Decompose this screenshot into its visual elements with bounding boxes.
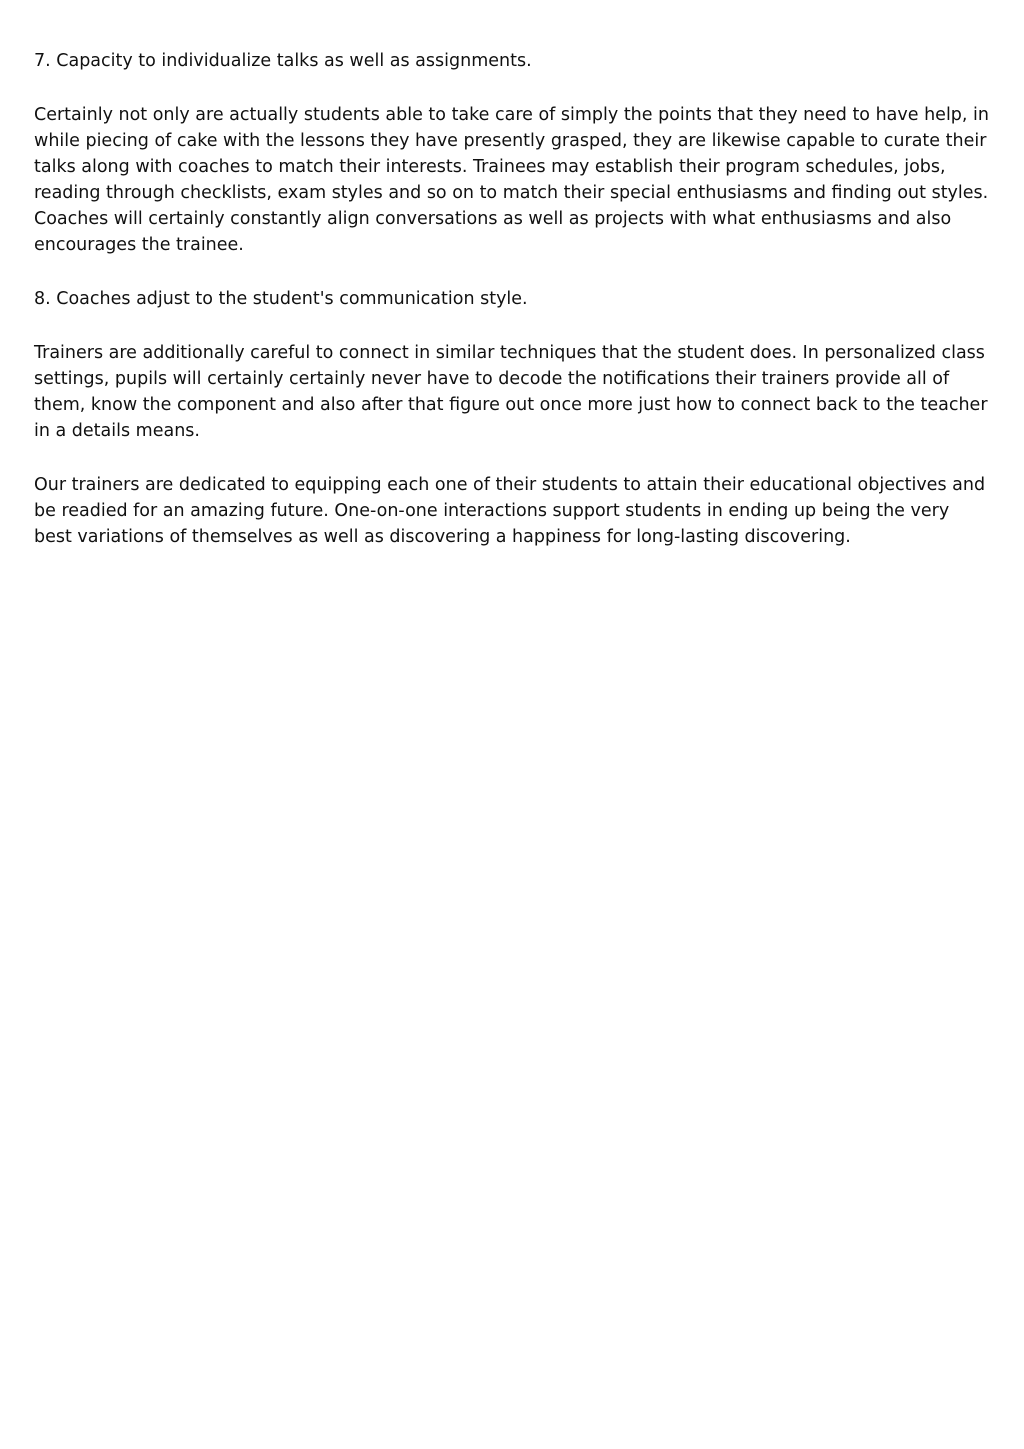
paragraph-conclusion: Our trainers are dedicated to equipping each one of their students to attain their educational objectives and be readied for an amazing future. One-on-one interactions support students in ending up being the very best variations of themselves as well as discovering a happiness for long-lasting discovering. <box>34 475 986 547</box>
document-page <box>34 48 990 578</box>
paragraph-communication-style: Trainers are additionally careful to connect in similar techniques that the student does. In personalized class settings, pupils will certainly certainly never have to decode the notifications their trainers provide all of them, know the component and also after that figure out once more just how to connect back to the teacher in a details means. <box>34 343 988 441</box>
paragraph-individualize-talks: Certainly not only are actually students able to take care of simply the points that they need to have help, in while piecing of cake with the lessons they have presently grasped, they are likewise capable to curate their talks along with coaches to match their interests. Trainees may establish their program schedules, jobs, reading through checklists, exam styles and so on to match their special enthusiasms and finding out styles. Coaches will certainly constantly align conversations as well as projects with what enthusiasms and also encourages the trainee. <box>34 105 989 255</box>
section-heading-7: 7. Capacity to individualize talks as well as assignments. <box>34 51 532 71</box>
section-heading-8: 8. Coaches adjust to the student's communication style. <box>34 289 528 309</box>
